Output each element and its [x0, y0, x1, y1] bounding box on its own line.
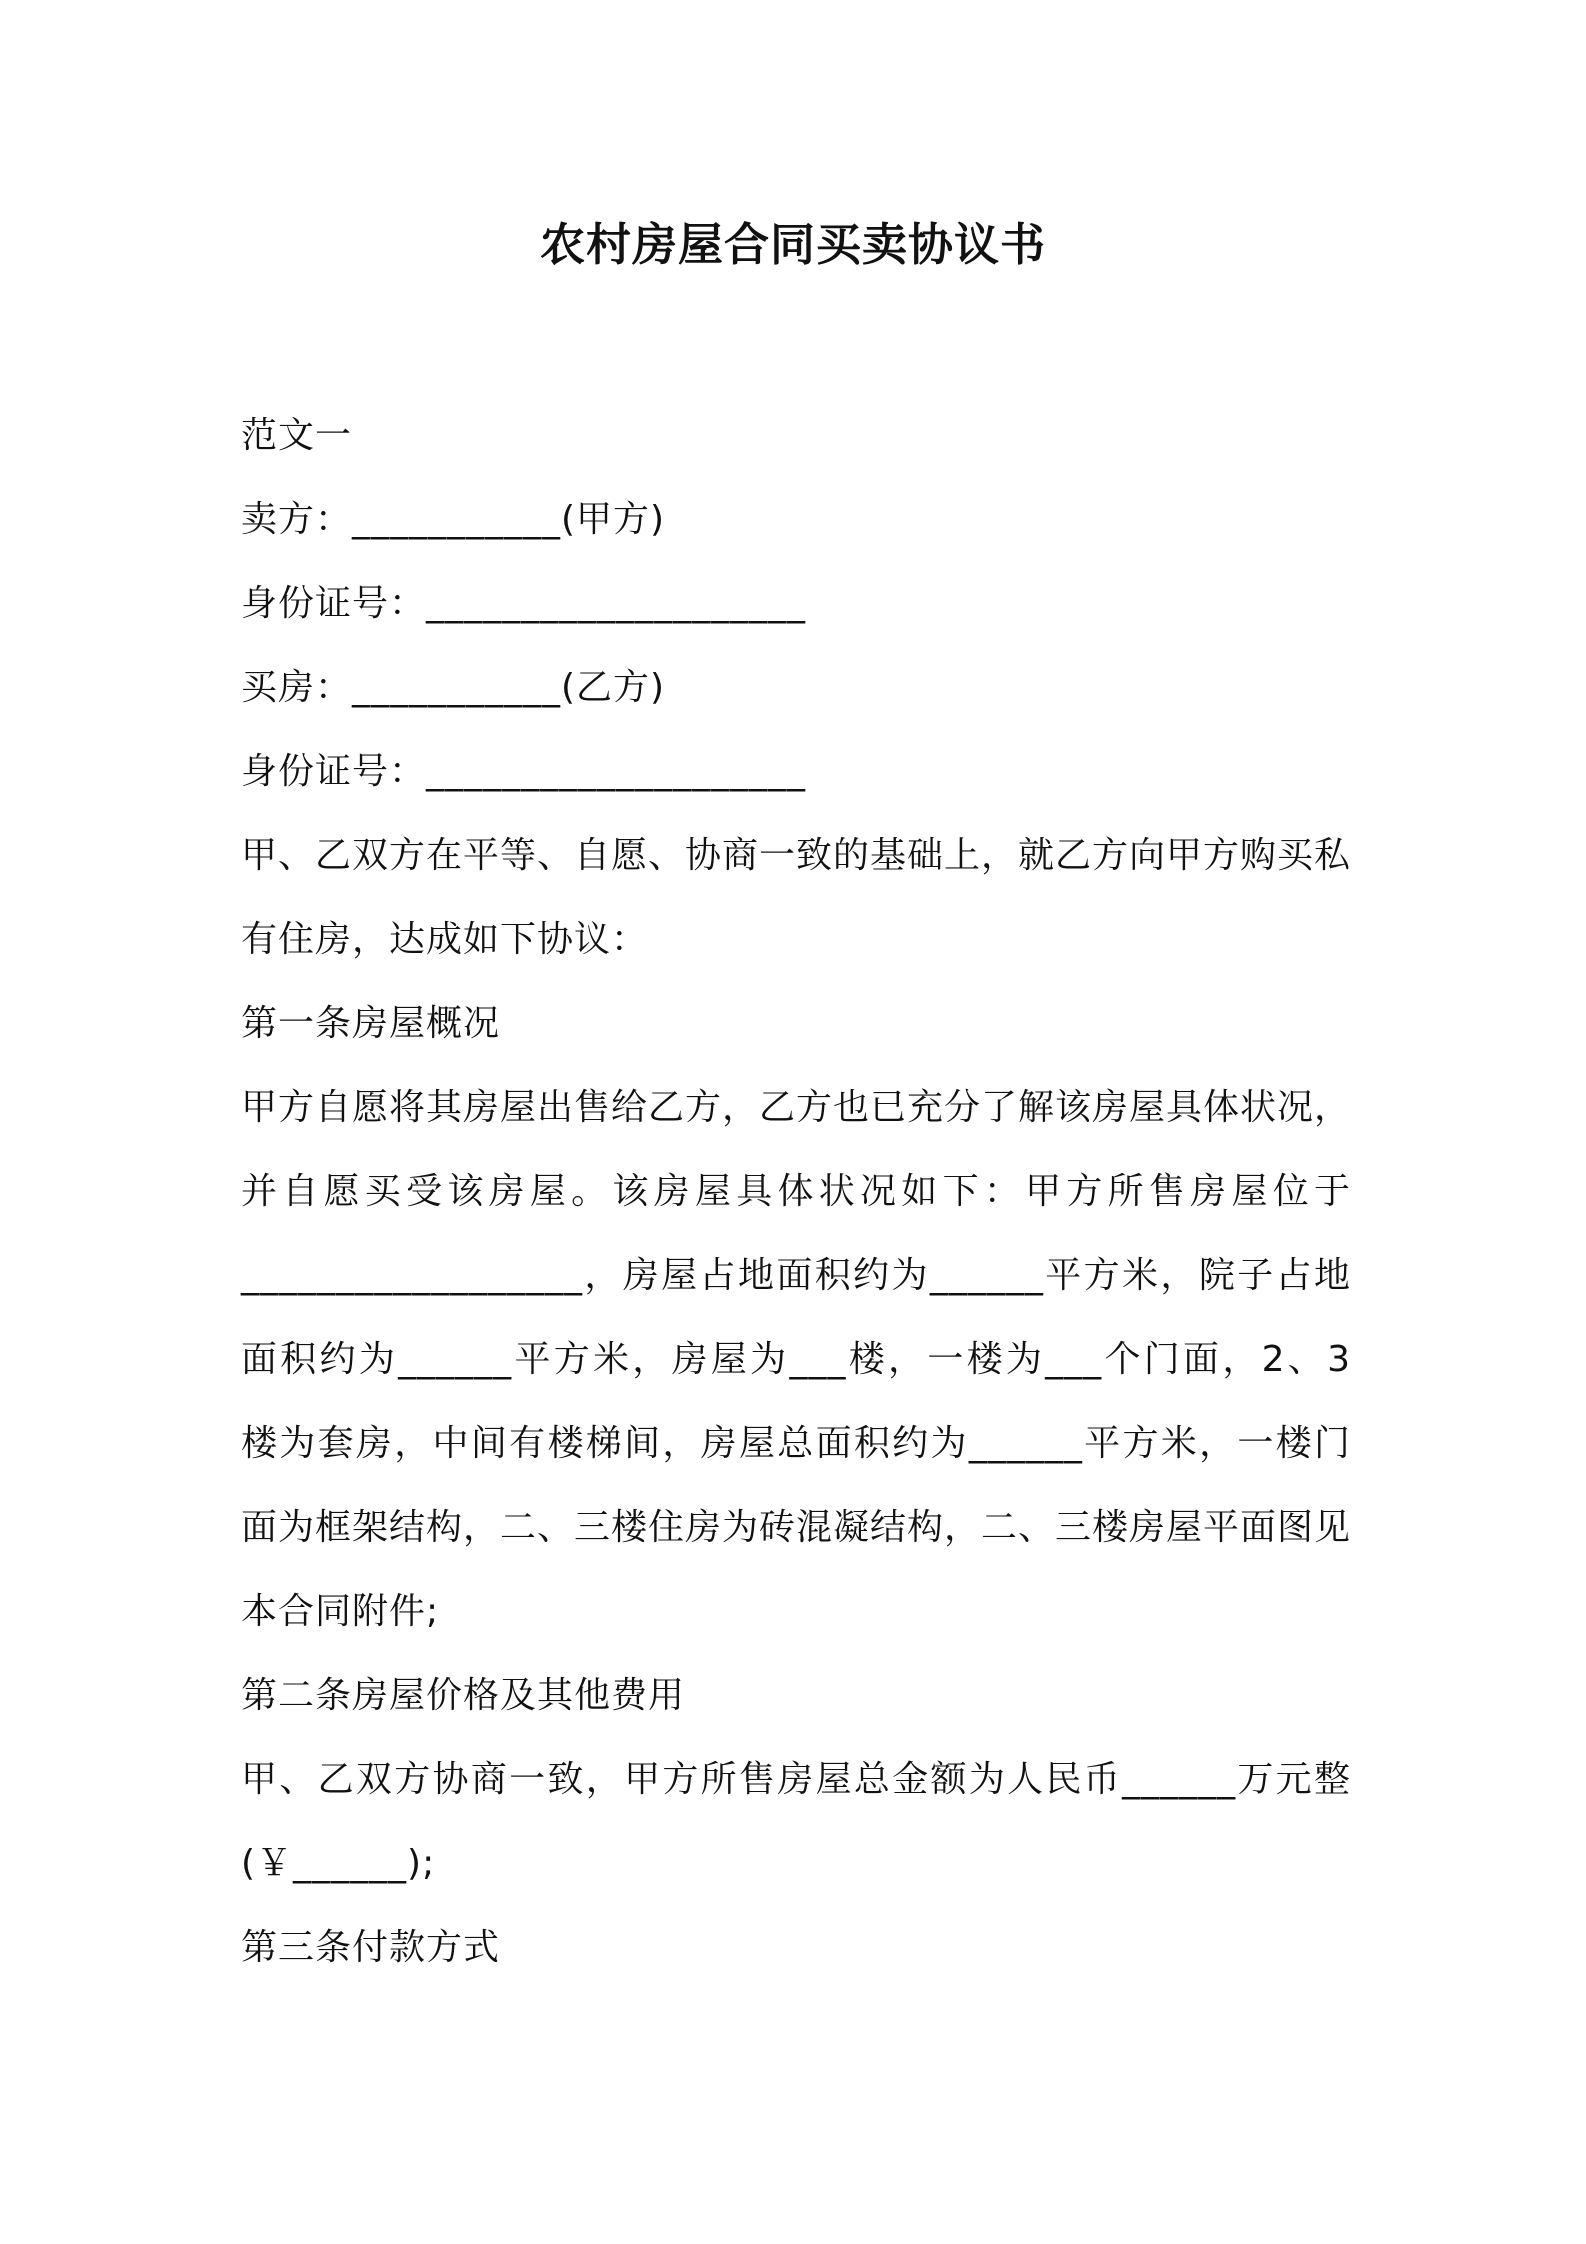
paragraph-line: 楼为套房，中间有楼梯间，房屋总面积约为______平方米，一楼门 — [241, 1423, 1351, 1464]
seller-id-line: 身份证号：____________________ — [241, 583, 807, 624]
article-heading: 第二条房屋价格及其他费用 — [241, 1675, 686, 1716]
document-title: 农村房屋合同买卖协议书 — [539, 218, 1046, 271]
paragraph-line: 面为框架结构，二、三楼住房为砖混凝结构，二、三楼房屋平面图见 — [241, 1507, 1352, 1548]
paragraph-line: 甲、乙双方在平等、自愿、协商一致的基础上，就乙方向甲方购买私 — [241, 835, 1352, 876]
seller-line: 卖方：___________(甲方) — [241, 499, 666, 540]
buyer-line: 买房：___________(乙方) — [241, 667, 666, 708]
paragraph-line: 面积约为______平方米，房屋为___楼，一楼为___个门面，2、3 — [241, 1339, 1351, 1380]
paragraph-line: 并自愿买受该房屋。该房屋具体状况如下：甲方所售房屋位于 — [241, 1171, 1351, 1212]
paragraph-line: 甲、乙双方协商一致，甲方所售房屋总金额为人民币______万元整 — [241, 1759, 1351, 1800]
paragraph-line: 有住房，达成如下协议： — [241, 919, 649, 960]
section-label-sample-1: 范文一 — [241, 415, 353, 456]
buyer-id-line: 身份证号：____________________ — [241, 751, 807, 792]
paragraph-line: __________________，房屋占地面积约为______平方米，院子占地 — [241, 1255, 1351, 1296]
article-heading: 第一条房屋概况 — [241, 1003, 501, 1044]
paragraph-line: 本合同附件; — [241, 1591, 440, 1632]
paragraph-line: (￥______); — [241, 1843, 436, 1884]
article-heading: 第三条付款方式 — [241, 1927, 501, 1968]
paragraph-line: 甲方自愿将其房屋出售给乙方，乙方也已充分了解该房屋具体状况， — [241, 1087, 1352, 1128]
